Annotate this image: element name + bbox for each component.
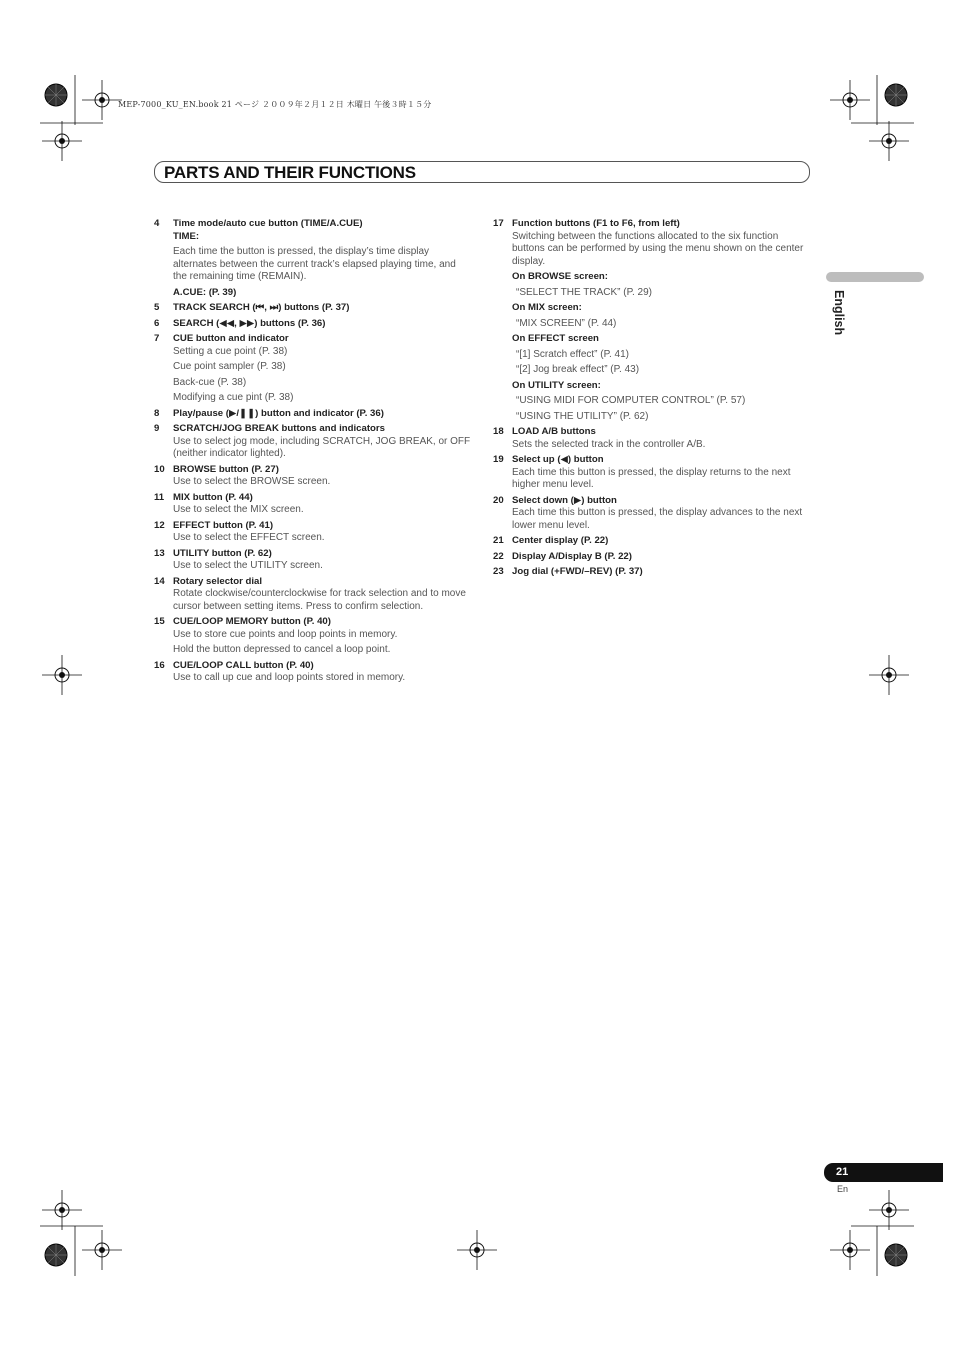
item-line: Hold the button depressed to cancel a loop point. [173,644,391,655]
list-item [493,535,813,548]
item-number: 9 [154,423,160,434]
list-item [154,318,472,331]
language-label: English [832,290,846,336]
item-reference: “SELECT THE TRACK” (P. 29) [516,286,652,298]
item-title: Center display (P. 22) [512,535,609,546]
item-subheading: On MIX screen: [512,302,582,313]
page-language-code: En [837,1184,849,1194]
item-title: TRACK SEARCH (⏮, ⏭) buttons (P. 37) [173,302,350,313]
item-title: Rotary selector dial [173,575,263,587]
item-number: 23 [493,566,504,577]
item-title: CUE/LOOP MEMORY button (P. 40) [173,616,331,627]
list-item [493,426,813,451]
item-description: Use to select the UTILITY screen. [173,560,323,571]
item-number: 21 [493,535,504,546]
list-item [493,495,813,533]
item-number: 5 [154,302,160,313]
item-title: Function buttons (F1 to F6, from left) [512,218,680,229]
list-item [154,576,472,614]
list-item [154,616,472,657]
item-description: Each time this button is pressed, the display advances to the next lower menu level. [512,507,803,531]
crosshair-registration-icon [82,80,122,120]
item-subheading: On UTILITY screen: [512,379,601,391]
item-description: Use to select the MIX screen. [173,504,304,515]
radial-registration-icon [885,1244,907,1266]
list-item [154,520,472,545]
item-title: Select down (▶) button [512,494,617,506]
item-number: 15 [154,616,165,627]
crosshair-registration-icon [42,655,82,695]
item-title: CUE/LOOP CALL button (P. 40) [173,659,314,671]
list-item [154,492,472,517]
list-item [154,660,472,685]
right-column [493,218,813,582]
item-number: 7 [154,333,160,344]
item-number: 11 [154,491,165,503]
item-description: Use to select the EFFECT screen. [173,532,325,543]
list-item [154,423,472,461]
list-item [154,302,472,315]
list-item [154,408,472,421]
language-tab-bar [826,272,924,282]
crosshair-registration-icon [82,1230,122,1270]
file-info-line: MEP-7000_KU_EN.book 21 ページ ２００９年２月１２日 木曜日 午後３時１５分 [118,100,432,109]
item-number: 20 [493,494,504,506]
item-line: Use to store cue points and loop points in memory. [173,628,398,640]
crosshair-registration-icon [42,1190,82,1230]
item-number: 4 [154,218,160,229]
item-reference: “[2] Jog break effect” (P. 43) [516,364,640,375]
radial-registration-icon [45,84,67,106]
list-item [154,464,472,489]
item-number: 12 [154,519,165,531]
section-title-box [154,161,810,183]
page-number-badge [824,1163,943,1182]
item-reference: “USING MIDI FOR COMPUTER CONTROL” (P. 57) [516,395,746,406]
item-title: UTILITY button (P. 62) [173,547,272,559]
item-number: 16 [154,659,165,671]
list-item [154,218,472,299]
item-line: Back-cue (P. 38) [173,376,247,388]
item-description: Each time this button is pressed, the display returns to the next higher menu level. [512,466,791,490]
item-number: 19 [493,454,504,465]
item-description: Each time the button is pressed, the display’s time display alternates between the current track’s elapsed playing time, and the remaining time (REMAIN). [173,246,456,282]
item-description: Switching between the functions allocated to the six function buttons can be performed by using the menu shown on the center display. [512,230,804,267]
list-item [493,218,813,423]
list-item [154,548,472,573]
item-description: Use to select the BROWSE screen. [173,476,331,487]
crosshair-registration-icon [830,80,870,120]
item-number: 17 [493,218,504,229]
item-number: 14 [154,575,165,587]
list-item [493,551,813,564]
item-number: 10 [154,463,165,475]
left-column [154,218,472,688]
item-subheading: TIME: [173,230,200,242]
item-title: Play/pause (▶/❚❚) button and indicator (P. 36) [173,407,384,419]
list-item [154,333,472,405]
crosshair-registration-icon [869,655,909,695]
list-item [493,566,813,579]
page-title: PARTS AND THEIR FUNCTIONS [164,163,416,182]
item-line: Setting a cue point (P. 38) [173,345,288,357]
radial-registration-icon [885,84,907,106]
item-subheading: On BROWSE screen: [512,271,608,282]
item-title: MIX button (P. 44) [173,491,253,503]
item-subheading: On EFFECT screen [512,333,599,344]
item-number: 18 [493,426,504,437]
radial-registration-icon [45,1244,67,1266]
item-description: Use to select jog mode, including SCRATCH, JOG BREAK, or OFF (neither indicator lighted). [173,435,471,459]
item-number: 13 [154,547,165,559]
item-title: LOAD A/B buttons [512,426,596,437]
item-description: Sets the selected track in the controller A/B. [512,438,706,450]
item-title: Jog dial (+FWD/–REV) (P. 37) [512,566,643,577]
crosshair-registration-icon [42,121,82,161]
item-title: SCRATCH/JOG BREAK buttons and indicators [173,423,385,434]
list-item [493,454,813,492]
item-line: Modifying a cue pint (P. 38) [173,392,294,403]
item-title: BROWSE button (P. 27) [173,463,279,475]
language-tab [826,290,846,350]
crosshair-registration-icon [830,1230,870,1270]
item-title: Time mode/auto cue button (TIME/A.CUE) [173,218,363,229]
item-reference: “[1] Scratch effect” (P. 41) [516,348,630,360]
item-description: Rotate clockwise/counterclockwise for track selection and to move cursor between setting items. Press to confirm selection. [173,588,466,612]
item-reference: “USING THE UTILITY” (P. 62) [516,410,649,422]
item-subheading: A.CUE: (P. 39) [173,286,237,298]
item-number: 6 [154,317,160,329]
item-number: 22 [493,550,504,562]
crosshair-registration-icon [869,1190,909,1230]
page-number: 21 [836,1166,849,1178]
item-title: CUE button and indicator [173,333,289,344]
item-title: EFFECT button (P. 41) [173,519,274,531]
item-title: Select up (◀) button [512,454,604,465]
item-reference: “MIX SCREEN” (P. 44) [516,317,617,329]
item-line: Cue point sampler (P. 38) [173,361,286,372]
item-description: Use to call up cue and loop points stored in memory. [173,672,406,683]
item-number: 8 [154,407,160,419]
crosshair-registration-icon [869,121,909,161]
item-title: SEARCH (◀◀, ▶▶) buttons (P. 36) [173,317,326,329]
item-title: Display A/Display B (P. 22) [512,550,632,562]
crosshair-registration-icon [457,1230,497,1270]
